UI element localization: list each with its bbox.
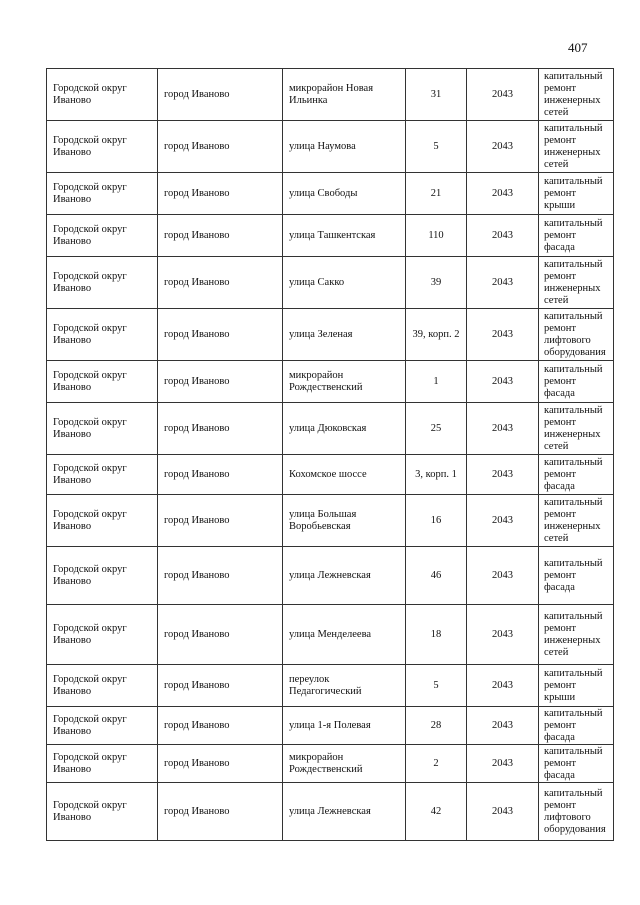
city-cell: город Иваново xyxy=(158,361,283,403)
city-cell: город Иваново xyxy=(158,495,283,547)
work-type-cell: капитальный ремонт фасада xyxy=(539,745,614,783)
house-number-cell: 18 xyxy=(406,605,467,665)
municipality-cell: Городской округ Иваново xyxy=(47,215,158,257)
city-cell: город Иваново xyxy=(158,403,283,455)
house-number-cell: 110 xyxy=(406,215,467,257)
table-row xyxy=(47,745,614,783)
work-type-cell: капитальный ремонт инженерных сетей xyxy=(539,257,614,309)
municipality-cell: Городской округ Иваново xyxy=(47,257,158,309)
year-cell: 2043 xyxy=(467,403,539,455)
table-row xyxy=(47,665,614,707)
work-type-cell: капитальный ремонт инженерных сетей xyxy=(539,403,614,455)
work-type-cell: капитальный ремонт инженерных сетей xyxy=(539,605,614,665)
street-cell: улица Ташкентская xyxy=(283,215,406,257)
street-cell: улица Наумова xyxy=(283,121,406,173)
table-row xyxy=(47,455,614,495)
street-cell: улица Свободы xyxy=(283,173,406,215)
city-cell: город Иваново xyxy=(158,605,283,665)
street-cell: улица Лежневская xyxy=(283,783,406,841)
housing-repair-table xyxy=(46,68,614,841)
year-cell: 2043 xyxy=(467,745,539,783)
city-cell: город Иваново xyxy=(158,745,283,783)
street-cell: улица Лежневская xyxy=(283,547,406,605)
year-cell: 2043 xyxy=(467,121,539,173)
municipality-cell: Городской округ Иваново xyxy=(47,707,158,745)
city-cell: город Иваново xyxy=(158,455,283,495)
table-row xyxy=(47,309,614,361)
house-number-cell: 16 xyxy=(406,495,467,547)
city-cell: город Иваново xyxy=(158,257,283,309)
year-cell: 2043 xyxy=(467,257,539,309)
table-row xyxy=(47,361,614,403)
work-type-cell: капитальный ремонт лифтового оборудования xyxy=(539,783,614,841)
city-cell: город Иваново xyxy=(158,121,283,173)
year-cell: 2043 xyxy=(467,547,539,605)
city-cell: город Иваново xyxy=(158,309,283,361)
house-number-cell: 3, корп. 1 xyxy=(406,455,467,495)
house-number-cell: 1 xyxy=(406,361,467,403)
table-row xyxy=(47,495,614,547)
house-number-cell: 28 xyxy=(406,707,467,745)
city-cell: город Иваново xyxy=(158,707,283,745)
table-row xyxy=(47,403,614,455)
city-cell: город Иваново xyxy=(158,69,283,121)
street-cell: микрорайон Рождественский xyxy=(283,745,406,783)
house-number-cell: 39 xyxy=(406,257,467,309)
year-cell: 2043 xyxy=(467,215,539,257)
house-number-cell: 21 xyxy=(406,173,467,215)
year-cell: 2043 xyxy=(467,69,539,121)
table-row xyxy=(47,69,614,121)
municipality-cell: Городской округ Иваново xyxy=(47,309,158,361)
work-type-cell: капитальный ремонт фасада xyxy=(539,361,614,403)
house-number-cell: 5 xyxy=(406,665,467,707)
work-type-cell: капитальный ремонт фасада xyxy=(539,215,614,257)
municipality-cell: Городской округ Иваново xyxy=(47,455,158,495)
year-cell: 2043 xyxy=(467,495,539,547)
street-cell: улица 1-я Полевая xyxy=(283,707,406,745)
year-cell: 2043 xyxy=(467,309,539,361)
municipality-cell: Городской округ Иваново xyxy=(47,605,158,665)
city-cell: город Иваново xyxy=(158,783,283,841)
house-number-cell: 25 xyxy=(406,403,467,455)
street-cell: улица Зеленая xyxy=(283,309,406,361)
municipality-cell: Городской округ Иваново xyxy=(47,783,158,841)
year-cell: 2043 xyxy=(467,665,539,707)
municipality-cell: Городской округ Иваново xyxy=(47,361,158,403)
table-row xyxy=(47,257,614,309)
house-number-cell: 42 xyxy=(406,783,467,841)
page-number: 407 xyxy=(568,40,588,55)
year-cell: 2043 xyxy=(467,173,539,215)
work-type-cell: капитальный ремонт инженерных сетей xyxy=(539,121,614,173)
table-row xyxy=(47,707,614,745)
work-type-cell: капитальный ремонт крыши xyxy=(539,173,614,215)
work-type-cell: капитальный ремонт лифтового оборудования xyxy=(539,309,614,361)
city-cell: город Иваново xyxy=(158,215,283,257)
work-type-cell: капитальный ремонт инженерных сетей xyxy=(539,495,614,547)
house-number-cell: 2 xyxy=(406,745,467,783)
house-number-cell: 39, корп. 2 xyxy=(406,309,467,361)
work-type-cell: капитальный ремонт фасада xyxy=(539,707,614,745)
work-type-cell: капитальный ремонт фасада xyxy=(539,547,614,605)
street-cell: улица Менделеева xyxy=(283,605,406,665)
municipality-cell: Городской округ Иваново xyxy=(47,745,158,783)
municipality-cell: Городской округ Иваново xyxy=(47,403,158,455)
city-cell: город Иваново xyxy=(158,173,283,215)
municipality-cell: Городской округ Иваново xyxy=(47,665,158,707)
table-row xyxy=(47,173,614,215)
house-number-cell: 5 xyxy=(406,121,467,173)
work-type-cell: капитальный ремонт крыши xyxy=(539,665,614,707)
municipality-cell: Городской округ Иваново xyxy=(47,121,158,173)
year-cell: 2043 xyxy=(467,361,539,403)
street-cell: Кохомское шоссе xyxy=(283,455,406,495)
municipality-cell: Городской округ Иваново xyxy=(47,173,158,215)
work-type-cell: капитальный ремонт инженерных сетей xyxy=(539,69,614,121)
year-cell: 2043 xyxy=(467,605,539,665)
municipality-cell: Городской округ Иваново xyxy=(47,547,158,605)
table-row xyxy=(47,215,614,257)
table-row xyxy=(47,605,614,665)
year-cell: 2043 xyxy=(467,455,539,495)
municipality-cell: Городской округ Иваново xyxy=(47,69,158,121)
street-cell: микрорайон Рождественский xyxy=(283,361,406,403)
street-cell: улица Сакко xyxy=(283,257,406,309)
city-cell: город Иваново xyxy=(158,547,283,605)
city-cell: город Иваново xyxy=(158,665,283,707)
house-number-cell: 46 xyxy=(406,547,467,605)
street-cell: улица Большая Воробьевская xyxy=(283,495,406,547)
work-type-cell: капитальный ремонт фасада xyxy=(539,455,614,495)
street-cell: переулок Педагогический xyxy=(283,665,406,707)
house-number-cell: 31 xyxy=(406,69,467,121)
municipality-cell: Городской округ Иваново xyxy=(47,495,158,547)
year-cell: 2043 xyxy=(467,783,539,841)
street-cell: улица Дюковская xyxy=(283,403,406,455)
table-row xyxy=(47,547,614,605)
street-cell: микрорайон Новая Ильинка xyxy=(283,69,406,121)
year-cell: 2043 xyxy=(467,707,539,745)
table-row xyxy=(47,121,614,173)
table-row xyxy=(47,783,614,841)
